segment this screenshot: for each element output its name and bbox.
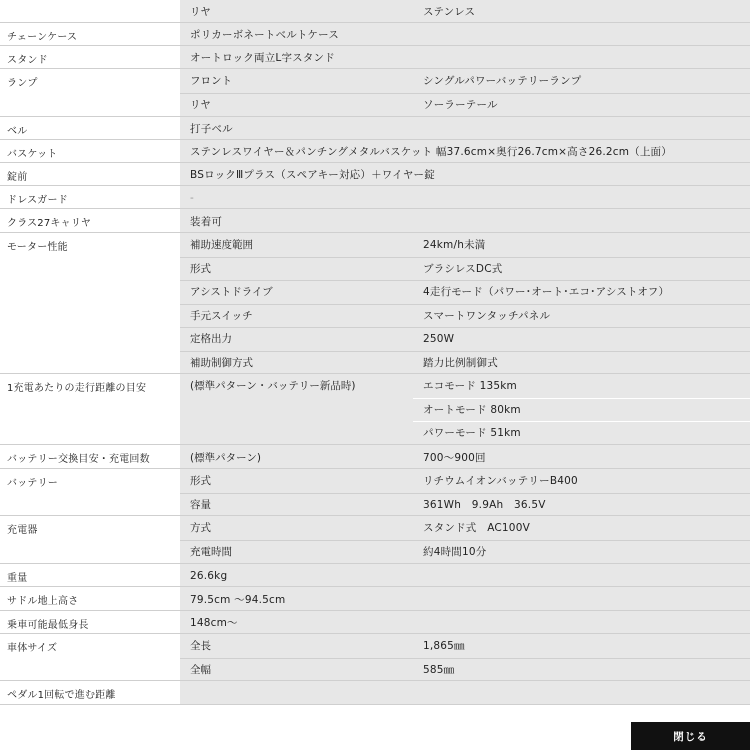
spec-label: 充電器 (0, 516, 180, 564)
spec-label: 1充電あたりの走行距離の目安 (0, 374, 180, 445)
spec-row-chain-case (0, 23, 750, 46)
spec-value: ステンレスワイヤー＆パンチングメタルバスケット 幅37.6cm×奥行26.7cm×高さ26.2cm（上面） (190, 146, 672, 158)
spec-row-min-height (0, 611, 750, 634)
sub-label: 容量 (190, 498, 211, 511)
spec-label: スタンド (0, 46, 180, 69)
spec-row-lock (0, 163, 750, 186)
spec-label: 重量 (0, 564, 180, 587)
sub-label: 補助速度範囲 (190, 239, 253, 252)
spec-value: 打子ベル (190, 123, 233, 135)
spec-value: 4走行モード（パワー･オート･エコ･アシストオフ） (423, 286, 670, 299)
spec-label: ベル (0, 117, 180, 140)
spec-label: サドル地上高さ (0, 587, 180, 611)
sub-label: フロント (190, 75, 232, 88)
sub-label: アシストドライブ (190, 286, 273, 299)
spec-label: 乗車可能最低身長 (0, 611, 180, 634)
spec-row-pedal-distance (0, 681, 750, 705)
sub-label: 方式 (190, 522, 211, 535)
spec-label: 車体サイズ (0, 634, 180, 681)
spec-row-saddle-height (0, 587, 750, 611)
sub-label: リヤ (190, 98, 211, 111)
spec-row-battery-cycle (0, 445, 750, 469)
sub-label: 補助制御方式 (190, 356, 253, 369)
spec-value: ステンレス (423, 6, 476, 18)
spec-value: パワーモード 51km (423, 427, 521, 440)
spec-row-brake-rear (0, 0, 750, 23)
spec-row-battery (0, 469, 750, 516)
spec-value: 24km/h未満 (423, 239, 486, 252)
spec-label: ペダル1回転で進む距離 (0, 681, 180, 705)
spec-row-lamp (0, 69, 750, 117)
spec-row-dress-guard (0, 186, 750, 209)
spec-value: ブラシレスDC式 (423, 262, 503, 275)
spec-value: オートモード 80km (423, 403, 521, 416)
spec-value: 700～900回 (423, 451, 486, 464)
spec-label: ドレスガード (0, 186, 180, 209)
spec-label: バッテリー (0, 469, 180, 516)
sub-label: 全長 (190, 640, 211, 653)
spec-label: チェーンケース (0, 23, 180, 46)
sub-label: 形式 (190, 262, 211, 275)
sub-label: 定格出力 (190, 333, 232, 346)
spec-row-range (0, 374, 750, 445)
sub-label: 充電時間 (190, 545, 232, 558)
spec-value: 約4時間10分 (423, 545, 487, 558)
spec-label: バッテリー交換目安・充電回数 (0, 445, 180, 469)
spec-row-weight (0, 564, 750, 587)
sub-label: 全幅 (190, 663, 211, 676)
sub-label: (標準パターン) (190, 451, 261, 464)
spec-value: スタンド式 AC100V (423, 522, 530, 535)
spec-value: BSロックⅢプラス（スペアキー対応）＋ワイヤー錠 (190, 169, 435, 181)
spec-value: 585㎜ (423, 663, 455, 676)
spec-row-motor (0, 233, 750, 374)
sub-label: 形式 (190, 475, 211, 488)
spec-value: 250W (423, 332, 455, 345)
spec-value: 踏力比例制御式 (423, 356, 498, 369)
spec-value: - (190, 191, 194, 204)
spec-value: ポリカーボネートベルトケース (190, 29, 339, 41)
spec-value: エコモード 135km (423, 380, 517, 393)
spec-row-bell (0, 117, 750, 140)
spec-row-charger (0, 516, 750, 564)
spec-value: スマートワンタッチパネル (423, 309, 551, 322)
spec-label: 錠前 (0, 163, 180, 186)
sub-label: (標準パターン・バッテリー新品時) (190, 380, 356, 393)
spec-value: リチウムイオンバッテリーB400 (423, 475, 578, 488)
close-button[interactable]: 閉じる (631, 722, 750, 750)
spec-value: オートロック両立L字スタンド (190, 52, 335, 64)
spec-value: ソーラーテール (423, 98, 498, 111)
spec-row-body-size (0, 634, 750, 681)
spec-value: 26.6kg (190, 569, 228, 582)
spec-label: ランプ (0, 69, 180, 117)
spec-label: クラス27キャリヤ (0, 209, 180, 233)
spec-value: 装着可 (190, 215, 223, 228)
spec-value: シングルパワーバッテリーランプ (423, 75, 582, 88)
spec-label: バスケット (0, 140, 180, 163)
spec-value: 148cm～ (190, 617, 238, 629)
spec-label: モーター性能 (0, 233, 180, 374)
spec-value: 361Wh 9.9Ah 36.5V (423, 498, 546, 511)
sub-label: リヤ (190, 6, 211, 18)
spec-row-carrier (0, 209, 750, 233)
spec-row-stand (0, 46, 750, 69)
sub-label: 手元スイッチ (190, 309, 253, 322)
spec-value: 79.5cm ～94.5cm (190, 593, 286, 606)
spec-value: 1,865㎜ (423, 640, 465, 653)
spec-row-basket (0, 140, 750, 163)
